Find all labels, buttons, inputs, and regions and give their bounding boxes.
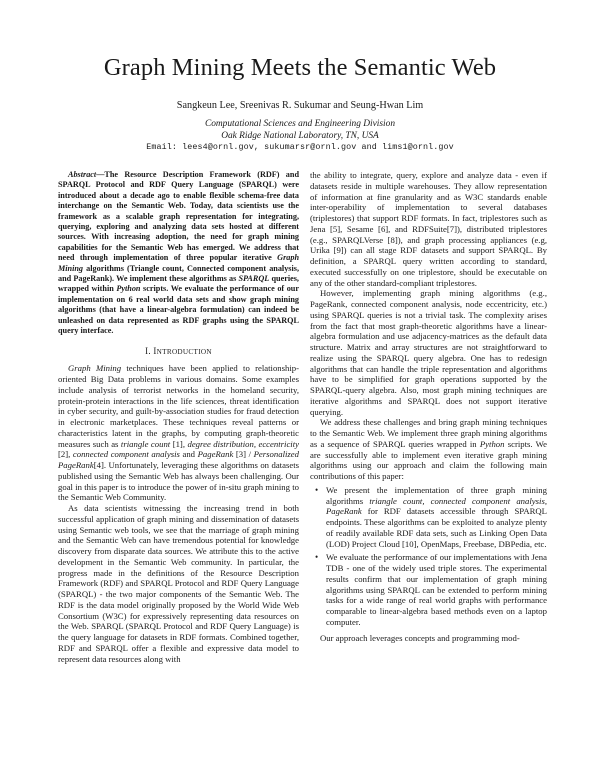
abstract-text-b: algorithms (Triangle count, Connected component analysis, and PageRank). We implement these algorithms as xyxy=(58,263,299,284)
intro-p1-text-e: [3] / xyxy=(233,449,254,460)
author-list: Sangkeun Lee, Sreenivas R. Sukumar and Seung-Hwan Lim xyxy=(176,100,424,111)
abstract-text-a: The Resource Description Framework (RDF) and SPARQL Protocol and RDF Query Language (SPARQL) were introduced about a decade ago to enable flexible schema-free data interchange on the Semantic Web. Today, data scientists use the framework as a scalable graph representation for integrating, querying, exploring and analyzing data sets hosted at different sources. With increasing adoption, the need for graph mining capabilities for the Semantic Web has emerged. We address that need through implementation of three popular iterative xyxy=(58,170,299,263)
abstract-text-c: queries, wrapped within xyxy=(58,274,299,294)
intro-paragraph-5 xyxy=(310,417,547,482)
abstract-text-d: scripts. We evaluate the performance of our implementation on 6 real world data sets and show graph mining algorithms (that have a linear-algebra formulation) can indeed be unleashed on data represented as RDF graphs using the SPARQL query interface. xyxy=(58,284,299,336)
paper-title: Graph Mining Meets the Semantic Web xyxy=(103,54,497,81)
intro-p5-text-a: We address these challenges and bring graph mining techniques to the Semantic Web. We implement three graph mining algorithms as a sequence of SPARQL queries wrapped in xyxy=(310,417,547,449)
bullet-icon: • xyxy=(315,552,319,563)
intro-paragraph-6: Our approach leverages concepts and programming mod- xyxy=(320,632,520,643)
intro-paragraph-4: However, implementing graph mining algorithms (e.g., PageRank, connected component analysis, node eccentricity, etc.) using SPARQL queries is not a trivial task. The complexity arises from the fact that most graph-theoretic algorithms have a linear-algebra formulation and use adjacency-matrices as the default data structure. Matrix and array structures are not straightforward to realize using the SPARQL query algebra. One has to redesign algorithms that can handle the triple representation and algorithms have to be simplified for graph operations supported by the SPARQL-query algebra. Also, most graph mining techniques are iterative algorithms and SPARQL does not support iterative querying. xyxy=(310,288,547,417)
intro-p1-text-b: [1], xyxy=(170,438,188,449)
abstract xyxy=(58,170,299,337)
affiliation-division: Computational Sciences and Engineering Division xyxy=(204,119,396,129)
contribution-1-text-b: for RDF datasets accessible through SPARQL endpoints. These algorithms can be exploited to analyze plenty of readily available RDF data sets, such as Linking Open Data (LOD) Project Cloud [10], OpenMaps, Freebase, DBPedia, etc. xyxy=(326,506,547,549)
contribution-1-text-a: We present the implementation of three graph mining algorithms xyxy=(326,484,547,506)
term-personalized-pagerank: Personalized PageRank xyxy=(58,449,299,470)
author-emails: Email: lees4@ornl.gov, sukumarsr@ornl.gov and lims1@ornl.gov xyxy=(146,142,454,152)
intro-p5-text-b: scripts. We are successfully able to implement even iterative graph mining algorithms using our approach and claim the following main contributions of this paper: xyxy=(310,438,547,481)
abstract-sparql: SPARQL xyxy=(238,274,270,284)
contribution-item xyxy=(315,552,547,627)
intro-paragraph-3: the ability to integrate, query, explore and analyze data - even if datasets reside in multiple warehouses. They allow representation of information at fine granularity and as W3C standards enable inter-operability of implementation to several databases (triplestores) that support RDF formats. In fact, triplestores such as Jena [5], Sesame [6], and RDFSuite[7]), distributed triplestores (e.g., SPARQLVerse [8]), and graph processing appliances (e.g, Urika [9]) can all stage RDF datasets and support SPARQL. By definition, a SPARQL query written according to standard, executed successfully on one triplestore, should be executable on any of the other standard-compliant triplestores. xyxy=(310,170,547,288)
affiliation-lab: Oak Ridge National Laboratory, TN, USA xyxy=(221,131,379,141)
term-python: Python xyxy=(479,438,505,449)
term-triangle-count: triangle count xyxy=(120,438,171,449)
contribution-2-text: We evaluate the performance of our implementations with Jena TDB - one of the widely used triple stores. The experimental results confirm that our implementation of graph mining algorithms using SPARQL can be extended to perform mining tasks for a wide range of real world graphs with performance comparable to linear-algebra based methods even on a laptop computer. xyxy=(326,552,547,627)
term-connected-component: connected component analysis xyxy=(72,449,180,460)
section-title-rest: NTRODUCTION xyxy=(156,347,212,356)
contribution-list xyxy=(310,485,547,628)
section-heading-introduction xyxy=(58,346,299,358)
contribution-1-algorithms: triangle count, connected component analysis, PageRank xyxy=(326,495,547,517)
intro-paragraph-2: As data scientists witnessing the increasing trend in both successful application of graph mining and dissemination of datasets using Semantic web tools, we see that the marriage of graph mining and the Semantic Web can have tremendous potential for knowledge discovery from disparate data sources. We attribute this to the active development in the Semantic Web community. In particular, the progress made in the definitions of the Resource Description Framework (RDF) and SPARQL Protocol and RDF Query Language (SPARQL) - the two major components of the Semantic Web. The RDF is the data model originally proposed by the World Wide Web Consortium (W3C) for expressively representing data resources on the Web. SPARQL (SPARQL Protocol and RDF Query Language) is the query language for datasets in RDF formats. Combined together, RDF and SPARQL offer a flexible and expressive data model to represent data resources along with xyxy=(58,503,299,664)
abstract-graph-mining: Graph Mining xyxy=(58,253,299,273)
left-column xyxy=(58,170,299,664)
intro-p1-text-a: techniques have been applied to relationship-oriented Big Data problems in various domains. Some examples include analysis of terrorist networks in the homeland security, protein-protein interactions in the life sciences, threat identification in cyber security, and guilt-by-association studies for fraud detection in electronic marketplaces. These techniques reveal patterns or characteristics latent in the graphs, by computing graph-theoretic measures such as xyxy=(58,363,300,449)
intro-lead-term: Graph Mining xyxy=(68,363,122,374)
contribution-item xyxy=(315,484,547,550)
intro-p1-text-c: [2], xyxy=(58,449,73,460)
bullet-icon: • xyxy=(315,484,319,495)
term-pagerank: PageRank xyxy=(197,449,234,460)
abstract-dash: — xyxy=(96,170,105,179)
intro-p1-text-d: and xyxy=(179,449,198,460)
right-column xyxy=(310,170,547,643)
abstract-python: Python xyxy=(116,284,141,294)
intro-paragraph-1 xyxy=(58,363,299,503)
term-degree-distribution: degree distribution, eccentricity xyxy=(187,438,299,449)
section-numeral: I. xyxy=(145,345,151,356)
abstract-label: Abstract xyxy=(68,170,97,179)
section-title-first: I xyxy=(153,345,157,356)
intro-p1-text-f: [4]. Unfortunately, leveraging these algorithms on datasets published using the Semantic Web has always been challenging. Our goal in this paper is to introduce the power of in-situ graph mining to the Semantic Web Community. xyxy=(58,460,299,503)
